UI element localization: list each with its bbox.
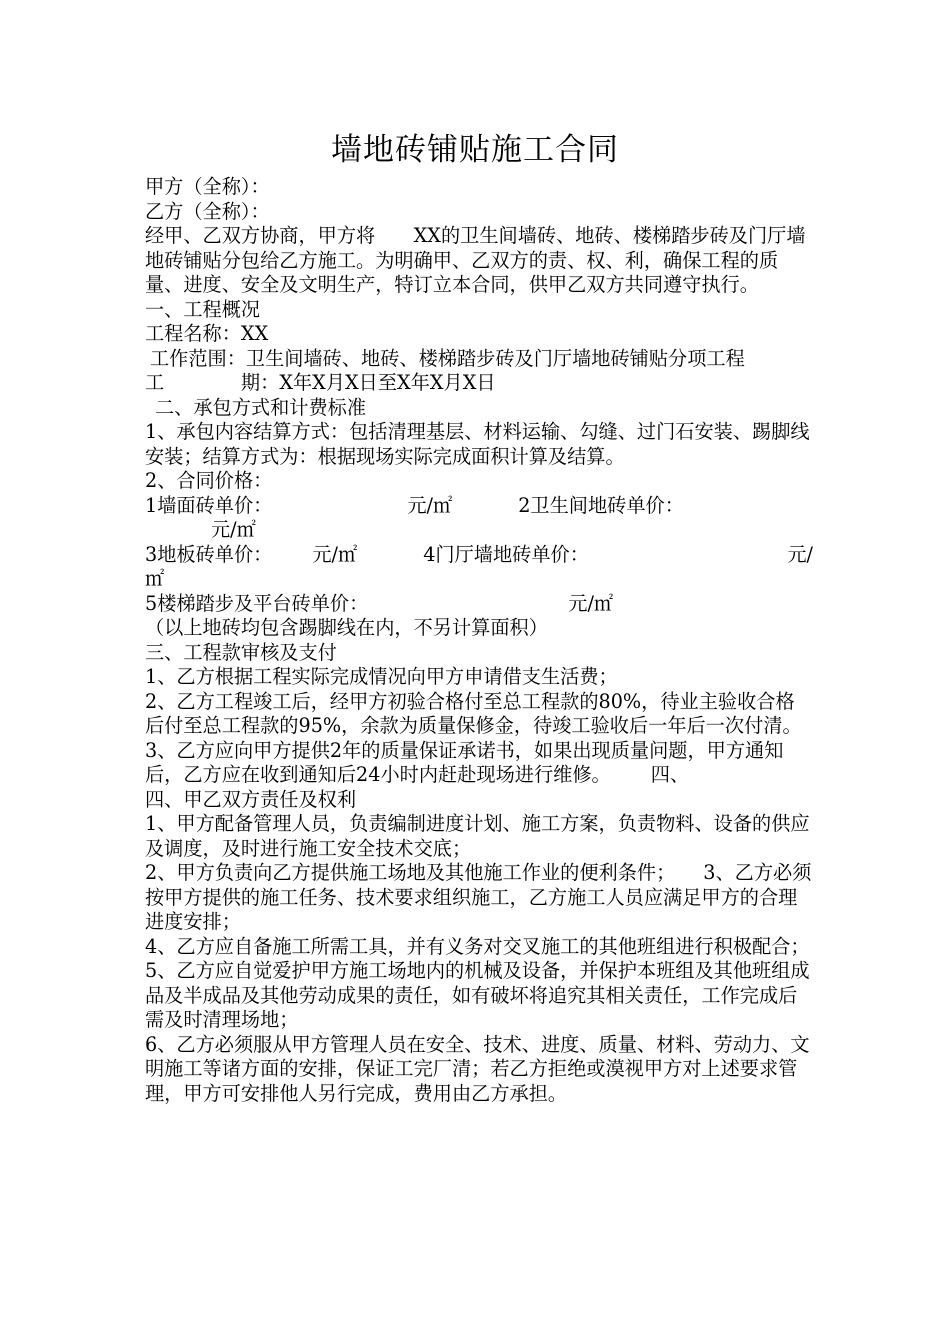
work-scope-line: 工作范围：卫生间墙砖、地砖、楼梯踏步砖及门厅墙地砖铺贴分项工程 bbox=[150, 346, 745, 370]
wall-tile-price-unit: 元/㎡ bbox=[407, 493, 453, 517]
period-label: 工 期： bbox=[145, 371, 280, 394]
section-4-heading: 四、甲乙双方责任及权利 bbox=[145, 787, 357, 811]
price-row-1 bbox=[145, 494, 813, 519]
party-a-line: 甲方（全称）： bbox=[145, 175, 270, 198]
price-row-2 bbox=[145, 543, 813, 568]
section-1-heading: 一、工程概况 bbox=[145, 297, 261, 321]
price-row-1b bbox=[145, 518, 813, 543]
duty-item-3: 3、乙方必须按甲方提供的施工任务、技术要求组织施工，乙方施工人员应满足甲方的合理进度安排； bbox=[145, 861, 812, 933]
wall-tile-price-label: 1墙面砖单价： bbox=[145, 493, 273, 517]
hall-tile-price-unit-b: ㎡ bbox=[145, 567, 165, 590]
payment-item-2: 2、乙方工程竣工后，经甲方初验合格付至总工程款的80%，待业主验收合格后付至总工程款的95%，余款为质量保修金，待竣工验收后一年后一次付清。 bbox=[145, 689, 802, 737]
duty-item-2: 2、甲方负责向乙方提供施工场地及其他施工作业的便利条件； bbox=[145, 861, 676, 884]
bathroom-floor-price-label: 2卫生间地砖单价： bbox=[518, 493, 684, 517]
duty-item-5: 5、乙方应自觉爱护甲方施工场地内的机械及设备，并保护本班组及其他班组成品及半成品及其他劳动成果的责任，如有破坏将追究其相关责任，工作完成后需及时清理场地； bbox=[145, 959, 810, 1031]
warranty-text: 3、乙方应向甲方提供2年的质量保证承诺书，如果出现质量问题，甲方通知后，乙方应在收到通知后24小时内赶赴现场进行维修。 bbox=[145, 738, 784, 786]
contract-price-heading: 2、合同价格： bbox=[145, 469, 273, 492]
hall-tile-price-unit-a: 元/ bbox=[787, 542, 813, 566]
stair-tile-price-unit: 元/㎡ bbox=[568, 591, 614, 615]
price-note: （以上地砖均包含踢脚线在内，不另计算面积） bbox=[145, 616, 548, 639]
duty-item-4: 4、乙方应自备施工所需工具，并有义务对交叉施工的其他班组进行积极配合； bbox=[145, 934, 810, 958]
price-row-3 bbox=[145, 592, 813, 617]
duty-item-6: 6、乙方必须服从甲方管理人员在安全、技术、进度、质量、材料、劳动力、文明施工等诸方面的安排，保证工完厂清；若乙方拒绝或漠视甲方对上述要求管理，甲方可安排他人另行完成，费用由乙方承担。 bbox=[145, 1032, 810, 1105]
payment-item-3 bbox=[145, 739, 813, 788]
section-3-heading: 三、工程款审核及支付 bbox=[145, 640, 337, 664]
intro-paragraph: 经甲、乙双方协商，甲方将 XX的卫生间墙砖、地砖、楼梯踏步砖及门厅墙地砖铺贴分包给乙方施工。为明确甲、乙双方的责、权、利，确保工程的质量、进度、安全及文明生产，特订立本合同，供甲乙双方共同遵守执行。 bbox=[145, 224, 806, 296]
stair-tile-price-label: 5楼梯踏步及平台砖单价： bbox=[145, 591, 369, 615]
document-body bbox=[145, 175, 813, 1106]
floor-tile-price-unit: 元/㎡ bbox=[312, 542, 358, 566]
project-name-line: 工程名称：XX bbox=[145, 322, 269, 345]
settlement-item: 1、承包内容结算方式：包括清理基层、材料运输、勾缝、过门石安装、踢脚线安装；结算方式为：根据现场实际完成面积计算及结算。 bbox=[145, 420, 810, 468]
duty-item-2-3 bbox=[145, 861, 813, 935]
document-title: 墙地砖铺贴施工合同 bbox=[331, 132, 619, 168]
bathroom-floor-price-unit: 元/㎡ bbox=[211, 518, 256, 541]
floor-tile-price-label: 3地板砖单价： bbox=[145, 542, 273, 566]
duty-item-1: 1、甲方配备管理人员，负责编制进度计划、施工方案，负责物料、设备的供应及调度，及时进行施工安全技术交底； bbox=[145, 812, 810, 860]
warranty-tail: 四、 bbox=[650, 763, 690, 786]
section-2-heading: 二、承包方式和计费标准 bbox=[155, 395, 367, 419]
payment-item-1: 1、乙方根据工程实际完成情况向甲方申请借支生活费； bbox=[145, 665, 618, 688]
period-value: X年X月X日至X年X月X日 bbox=[279, 371, 496, 394]
price-row-2b bbox=[145, 567, 813, 592]
construction-period-line bbox=[145, 371, 813, 396]
hall-tile-price-label: 4门厅墙地砖单价： bbox=[423, 542, 589, 566]
party-b-line: 乙方（全称）： bbox=[145, 199, 270, 223]
